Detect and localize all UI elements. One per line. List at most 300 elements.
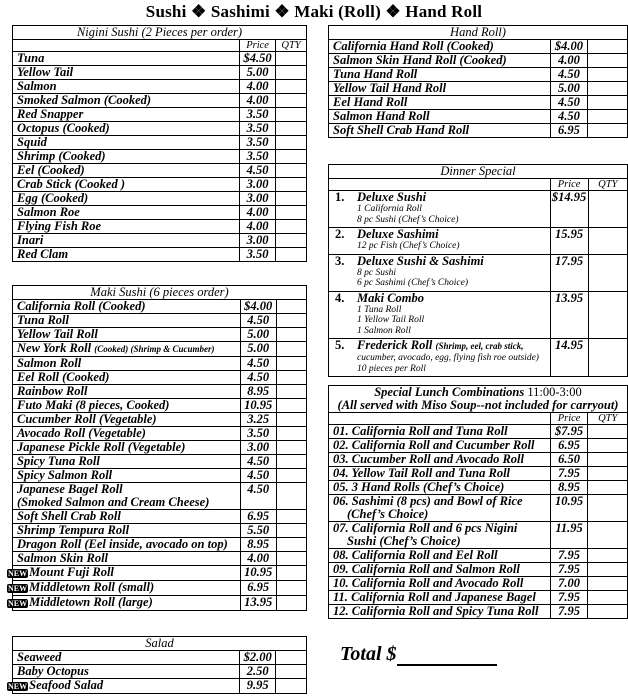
maki-row: [13, 300, 307, 314]
nigiri-item-price: 4.00: [240, 94, 276, 108]
salad-row: [13, 665, 307, 679]
dinner-qty-cell[interactable]: [588, 291, 627, 339]
nigiri-row: [13, 80, 307, 94]
total-field[interactable]: [340, 643, 497, 666]
hand_roll-item-name: [329, 124, 551, 138]
item-name: Crab Stick (Cooked ): [17, 177, 125, 191]
nigiri-qty-cell[interactable]: [276, 192, 307, 206]
lunch-row: [329, 467, 628, 481]
salad-row: [13, 679, 307, 694]
lunch-qty-cell[interactable]: [588, 467, 628, 481]
hand_roll-qty-cell[interactable]: [588, 96, 628, 110]
item-name: Deluxe Sushi: [357, 190, 427, 204]
item-name: Salmon Hand Roll: [333, 109, 430, 123]
new-badge-icon: NEW: [8, 569, 28, 578]
item-number: 07.: [333, 521, 349, 535]
lunch-item-price: 7.95: [550, 563, 588, 577]
lunch-row: [329, 549, 628, 563]
nigiri-row: [13, 150, 307, 164]
item-name: Salmon Skin Hand Roll (Cooked): [333, 53, 507, 67]
nigiri-qty-cell[interactable]: [276, 220, 307, 234]
maki-header: Maki Sushi (6 pieces order): [13, 286, 307, 300]
item-number: 4.: [335, 290, 345, 305]
dinner-item-name: [329, 254, 551, 291]
item-name: Red Clam: [17, 247, 69, 261]
hand_roll-item-name: [329, 82, 551, 96]
nigiri-price-col: Price: [240, 40, 276, 52]
lunch-item-price: 11.95: [550, 522, 588, 549]
nigiri-qty-cell[interactable]: [276, 206, 307, 220]
hand_roll-qty-cell[interactable]: [588, 110, 628, 124]
lunch-item-price: 8.95: [550, 481, 588, 495]
maki-row: [13, 510, 307, 524]
dinner-row: [329, 254, 628, 291]
nigiri-header: Nigini Sushi (2 Pieces per order): [13, 26, 307, 40]
item-number: 09.: [333, 562, 349, 576]
maki-qty-cell[interactable]: [276, 524, 306, 538]
lunch-row: [329, 522, 628, 549]
maki-qty-cell[interactable]: [276, 371, 306, 385]
lunch-subheader: (All served with Miso Soup--not included for carryout): [337, 398, 619, 412]
dinner-item-name: [329, 191, 551, 228]
maki-row: [13, 581, 307, 596]
maki-qty-cell[interactable]: [276, 510, 306, 524]
maki-qty-cell[interactable]: [276, 469, 306, 483]
dinner-item-price: 13.95: [550, 291, 588, 339]
maki-rows: [8, 299, 307, 611]
nigiri-item-price: 5.00: [240, 66, 276, 80]
lunch-item-price: 7.95: [550, 467, 588, 481]
item-detail: 8 pc Sushi (Chef’s Choice): [357, 214, 459, 225]
maki-item-price: 4.50: [240, 357, 276, 371]
maki-qty-cell[interactable]: [276, 581, 306, 596]
lunch-price-col: Price: [550, 413, 588, 425]
maki-qty-cell[interactable]: [276, 455, 306, 469]
item-name: 3 Hand Rolls (Chef’s Choice): [351, 480, 505, 494]
item-name: Japanese Pickle Roll (Vegetable): [17, 440, 186, 454]
item-name: Shrimp (Cooked): [17, 149, 106, 163]
item-number: 04.: [333, 466, 349, 480]
maki-item-price: 5.00: [240, 328, 276, 342]
handroll-rows: [329, 40, 628, 138]
dinner-qty-cell[interactable]: [588, 228, 627, 255]
nigiri-item-price: 3.00: [240, 178, 276, 192]
hand_roll-qty-cell[interactable]: [588, 68, 628, 82]
hand_roll-qty-cell[interactable]: [588, 54, 628, 68]
lunch-qty-cell[interactable]: [588, 439, 628, 453]
item-name: Spicy Tuna Roll: [17, 454, 100, 468]
item-name: Egg (Cooked): [17, 191, 89, 205]
maki-item-name: [13, 538, 241, 552]
item-name: Spicy Salmon Roll: [17, 468, 113, 482]
item-name: Cucumber Roll and Avocado Roll: [351, 452, 524, 466]
nigiri-item-name: [13, 220, 240, 234]
maki-row: [13, 524, 307, 538]
nigiri-item-name: [13, 164, 240, 178]
maki-qty-cell[interactable]: [276, 413, 306, 427]
item-name: Deluxe Sushi & Sashimi: [357, 253, 484, 268]
item-name: Soft Shell Crab Hand Roll: [333, 123, 470, 137]
item-note: (Shrimp, eel, crab stick,: [435, 341, 524, 351]
nigiri-qty-cell[interactable]: [276, 122, 307, 136]
nigiri-row: [13, 52, 307, 66]
maki-row: [13, 328, 307, 342]
nigiri-item-name: [13, 52, 240, 66]
new-badge-icon: NEW: [8, 599, 28, 608]
nigiri-item-name: [13, 234, 240, 248]
item-name: Yellow Tail Hand Roll: [333, 81, 447, 95]
maki-row: [13, 314, 307, 328]
maki-qty-cell[interactable]: [276, 399, 306, 413]
item-name: California Roll and Spicy Tuna Roll: [351, 604, 539, 618]
item-name: Middletown Roll (small): [29, 580, 155, 594]
nigiri-row: [13, 234, 307, 248]
lunch-item-name: [329, 425, 551, 439]
maki-item-name: [13, 342, 241, 357]
lunch-item-name: [329, 495, 551, 522]
nigiri-row: [13, 94, 307, 108]
dinner-rows: [329, 191, 628, 377]
lunch-qty-cell[interactable]: [588, 522, 628, 549]
hand_roll-item-price: 4.50: [550, 96, 588, 110]
item-name: Octopus (Cooked): [17, 121, 110, 135]
maki-item-name: [13, 510, 241, 524]
lunch-qty-cell[interactable]: [588, 495, 628, 522]
lunch-item-price: 6.95: [550, 439, 588, 453]
lunch-table: [328, 385, 628, 619]
lunch-item-name: [329, 481, 551, 495]
maki-item-price: $4.00: [240, 300, 276, 314]
lunch-item-name: [329, 591, 551, 605]
maki-item-name: [13, 524, 241, 538]
item-name: Cucumber Roll (Vegetable): [17, 412, 157, 426]
salad-qty-cell[interactable]: [276, 665, 307, 679]
item-name: Soft Shell Crab Roll: [17, 509, 121, 523]
dinner-row: [329, 291, 628, 339]
item-name: Sashimi (8 pcs) and Bowl of Rice: [351, 494, 523, 508]
dinner-qty-cell[interactable]: [588, 254, 627, 291]
item-name: Yellow Tail Roll: [17, 327, 98, 341]
nigiri-qty-cell[interactable]: [276, 248, 307, 262]
maki-row: [13, 483, 307, 510]
nigiri-row: [13, 66, 307, 80]
lunch-item-price: 6.50: [550, 453, 588, 467]
nigiri-row: [13, 248, 307, 262]
nigiri-item-name: [13, 150, 240, 164]
maki-item-price: 13.95: [240, 596, 276, 611]
maki-item-name: [13, 300, 241, 314]
lunch-row: [329, 563, 628, 577]
salad-item-price: 2.50: [240, 665, 276, 679]
lunch-qty-cell[interactable]: [588, 549, 628, 563]
item-detail: cucumber, avocado, egg, flying fish roe outside): [357, 353, 539, 363]
maki-item-price: 5.50: [240, 524, 276, 538]
maki-item-name: [13, 469, 241, 483]
item-name: California Roll (Cooked): [17, 299, 146, 313]
maki-item-price: 4.50: [240, 469, 276, 483]
item-name: Yellow Tail Roll and Tuna Roll: [351, 466, 511, 480]
nigiri-item-price: 3.50: [240, 108, 276, 122]
item-number: 01.: [333, 424, 349, 438]
hand_roll-item-price: 4.50: [550, 110, 588, 124]
salad-item-price: $2.00: [240, 651, 276, 665]
maki-qty-cell[interactable]: [276, 441, 306, 455]
maki-row: [13, 413, 307, 427]
maki-item-price: 6.95: [240, 581, 276, 596]
item-name: Maki Combo: [357, 290, 425, 305]
item-name: California Roll and Eel Roll: [351, 548, 498, 562]
maki-qty-cell[interactable]: [276, 427, 306, 441]
nigiri-qty-cell[interactable]: [276, 178, 307, 192]
item-detail: 1 California Roll: [357, 204, 422, 214]
maki-qty-cell[interactable]: [276, 314, 306, 328]
hand_roll-row: [329, 124, 628, 138]
hand_roll-item-price: 4.00: [550, 54, 588, 68]
maki-qty-cell[interactable]: [276, 596, 306, 611]
hand_roll-item-name: [329, 110, 551, 124]
lunch-item-name: [329, 563, 551, 577]
lunch-qty-cell[interactable]: [588, 453, 628, 467]
lunch-item-price: $7.95: [550, 425, 588, 439]
nigiri-qty-cell[interactable]: [276, 80, 307, 94]
dinner-item-price: 14.95: [550, 339, 588, 377]
nigiri-qty-col: QTY: [276, 40, 307, 52]
hand_roll-item-price: 4.50: [550, 68, 588, 82]
maki-item-price: 4.50: [240, 483, 276, 510]
hand_roll-row: [329, 82, 628, 96]
item-name: Tuna: [17, 51, 45, 65]
item-detail: 6 pc Sashimi (Chef’s Choice): [357, 278, 468, 288]
salad-qty-cell[interactable]: [276, 679, 307, 694]
maki-row: [13, 427, 307, 441]
maki-item-price: 3.00: [240, 441, 276, 455]
lunch-item-name: [329, 522, 551, 549]
nigiri-item-name: [13, 122, 240, 136]
lunch-item-name: [329, 577, 551, 591]
item-name: California Hand Roll (Cooked): [333, 39, 494, 53]
item-detail: 12 pc Fish (Chef’s Choice): [357, 241, 460, 251]
dinner-header: Dinner Special: [329, 165, 628, 179]
nigiri-item-price: 4.50: [240, 164, 276, 178]
nigiri-qty-cell[interactable]: [276, 150, 307, 164]
nigiri-row: [13, 178, 307, 192]
lunch-item-name: [329, 467, 551, 481]
maki-item-price: 4.00: [240, 552, 276, 566]
item-name: Japanese Bagel Roll: [17, 482, 123, 496]
item-name: California Roll and Cucumber Roll: [351, 438, 535, 452]
nigiri-item-price: 3.00: [240, 234, 276, 248]
maki-qty-cell[interactable]: [276, 538, 306, 552]
lunch-row: [329, 439, 628, 453]
item-name: Tuna Roll: [17, 313, 69, 327]
item-name: Avocado Roll (Vegetable): [17, 426, 146, 440]
dinner-qty-cell[interactable]: [588, 191, 627, 228]
hand_roll-item-name: [329, 96, 551, 110]
lunch-name-col: [329, 413, 551, 425]
lunch-qty-cell[interactable]: [588, 577, 628, 591]
new-badge-icon: NEW: [8, 682, 28, 691]
lunch-qty-cell[interactable]: [588, 481, 628, 495]
item-name: Salmon Skin Roll: [17, 551, 109, 565]
item-detail: 1 Salmon Roll: [357, 325, 411, 336]
lunch-item-name: [329, 439, 551, 453]
nigiri-item-price: 3.50: [240, 150, 276, 164]
item-number: 12.: [333, 604, 349, 618]
item-name: Salmon: [17, 79, 57, 93]
dinner-name-col: [329, 179, 551, 191]
item-number: 3.: [335, 253, 345, 268]
item-name: Red Snapper: [17, 107, 84, 121]
lunch-rows: [329, 425, 628, 619]
salad-rows: [8, 650, 307, 694]
nigiri-qty-cell[interactable]: [276, 136, 307, 150]
maki-item-name: [13, 399, 241, 413]
nigiri-row: [13, 164, 307, 178]
maki-item-name: [13, 357, 241, 371]
nigiri-item-price: 3.50: [240, 136, 276, 150]
total-blank[interactable]: [397, 648, 497, 666]
maki-qty-cell[interactable]: [276, 552, 306, 566]
nigiri-row: [13, 136, 307, 150]
item-detail: 1 Yellow Tail Roll: [357, 315, 425, 325]
handroll-table: [328, 25, 628, 138]
hand_roll-row: [329, 96, 628, 110]
maki-item-name: [13, 441, 241, 455]
nigiri-item-price: 4.00: [240, 220, 276, 234]
maki-qty-cell[interactable]: [276, 357, 306, 371]
hand_roll-qty-cell[interactable]: [588, 124, 628, 138]
maki-qty-cell[interactable]: [276, 385, 306, 399]
item-number: 11.: [333, 590, 348, 604]
maki-row: [13, 566, 307, 581]
lunch-row: [329, 591, 628, 605]
nigiri-item-name: [13, 66, 240, 80]
maki-item-price: 5.00: [240, 342, 276, 357]
salad-item-name: [13, 665, 240, 679]
lunch-hours: 11:00-3:00: [527, 385, 582, 399]
item-name: California Roll and 6 pcs Nigini: [351, 521, 518, 535]
dinner-row: [329, 191, 628, 228]
lunch-qty-cell[interactable]: [588, 591, 628, 605]
nigiri-qty-cell[interactable]: [276, 164, 307, 178]
new-badge-icon: NEW: [8, 584, 28, 593]
item-name: Shrimp Tempura Roll: [17, 523, 130, 537]
maki-item-price: 8.95: [240, 538, 276, 552]
salad-qty-cell[interactable]: [276, 651, 307, 665]
dinner-item-price: $14.95: [550, 191, 588, 228]
total-label: Total $: [340, 643, 397, 665]
maki-item-price: 4.50: [240, 371, 276, 385]
nigiri-row: [13, 122, 307, 136]
maki-item-name: [13, 314, 241, 328]
maki-qty-cell[interactable]: [276, 566, 306, 581]
nigiri-qty-cell[interactable]: [276, 66, 307, 80]
item-note: (Cooked) (Shrimp & Cucumber): [94, 344, 215, 354]
nigiri-qty-cell[interactable]: [276, 52, 307, 66]
nigiri-item-price: $4.50: [240, 52, 276, 66]
maki-row: [13, 371, 307, 385]
maki-item-price: 8.95: [240, 385, 276, 399]
lunch-item-name: [329, 605, 551, 619]
dinner-qty-cell[interactable]: [588, 339, 627, 377]
maki-qty-cell[interactable]: [276, 300, 306, 314]
maki-item-price: 4.50: [240, 455, 276, 469]
item-name: Dragon Roll (Eel inside, avocado on top): [17, 537, 228, 551]
salad-row: [13, 651, 307, 665]
maki-item-price: 3.50: [240, 427, 276, 441]
salad-table: [8, 636, 307, 694]
hand_roll-qty-cell[interactable]: [588, 82, 628, 96]
nigiri-qty-cell[interactable]: [276, 234, 307, 248]
item-number: 08.: [333, 548, 349, 562]
hand_roll-item-name: [329, 68, 551, 82]
item-number: 02.: [333, 438, 349, 452]
lunch-qty-cell[interactable]: [588, 425, 628, 439]
lunch-item-name: [329, 453, 551, 467]
item-name: Yellow Tail: [17, 65, 74, 79]
hand_roll-item-price: $4.00: [550, 40, 588, 54]
item-name: California Roll and Japanese Bagel: [351, 590, 536, 604]
maki-item-name: [8, 580, 241, 596]
item-number: 1.: [335, 190, 345, 204]
hand_roll-qty-cell[interactable]: [588, 40, 628, 54]
nigiri-name-col: [13, 40, 240, 52]
dinner-row: [329, 228, 628, 255]
item-name: Deluxe Sashimi: [357, 227, 439, 241]
lunch-row: [329, 495, 628, 522]
hand_roll-row: [329, 110, 628, 124]
dinner-item-price: 17.95: [550, 254, 588, 291]
item-number: 06.: [333, 494, 349, 508]
item-detail: 10 pieces per Roll: [357, 363, 426, 374]
item-number: 03.: [333, 452, 349, 466]
maki-row: [13, 552, 307, 566]
item-name: Inari: [17, 233, 44, 247]
hand_roll-item-price: 6.95: [550, 124, 588, 138]
maki-table: [8, 285, 307, 611]
item-name: Salmon Roll: [17, 356, 82, 370]
maki-qty-cell[interactable]: [276, 328, 306, 342]
lunch-item-price: 7.95: [550, 605, 588, 619]
nigiri-row: [13, 220, 307, 234]
lunch-row: [329, 605, 628, 619]
maki-row: [13, 455, 307, 469]
nigiri-qty-cell[interactable]: [276, 108, 307, 122]
maki-row: [13, 538, 307, 552]
salad-header: Salad: [13, 637, 307, 651]
handroll-header: Hand Roll): [329, 26, 628, 40]
nigiri-item-name: [13, 206, 240, 220]
maki-qty-cell[interactable]: [276, 483, 306, 510]
item-name-line2: Sushi (Chef’s Choice): [347, 534, 461, 548]
lunch-header: Special Lunch Combinations: [374, 385, 525, 399]
maki-item-price: 3.25: [240, 413, 276, 427]
maki-item-name: [13, 371, 241, 385]
lunch-qty-cell[interactable]: [588, 605, 628, 619]
maki-row: [13, 357, 307, 371]
dinner-table: [328, 164, 628, 377]
nigiri-item-name: [13, 192, 240, 206]
item-name: Baby Octopus: [17, 664, 89, 678]
maki-qty-cell[interactable]: [276, 342, 306, 357]
nigiri-qty-cell[interactable]: [276, 94, 307, 108]
salad-item-price: 9.95: [240, 679, 276, 694]
dinner-row: [329, 339, 628, 377]
item-name: Eel Roll (Cooked): [17, 370, 110, 384]
lunch-qty-cell[interactable]: [588, 563, 628, 577]
nigiri-item-price: 4.00: [240, 80, 276, 94]
maki-row: [13, 342, 307, 357]
